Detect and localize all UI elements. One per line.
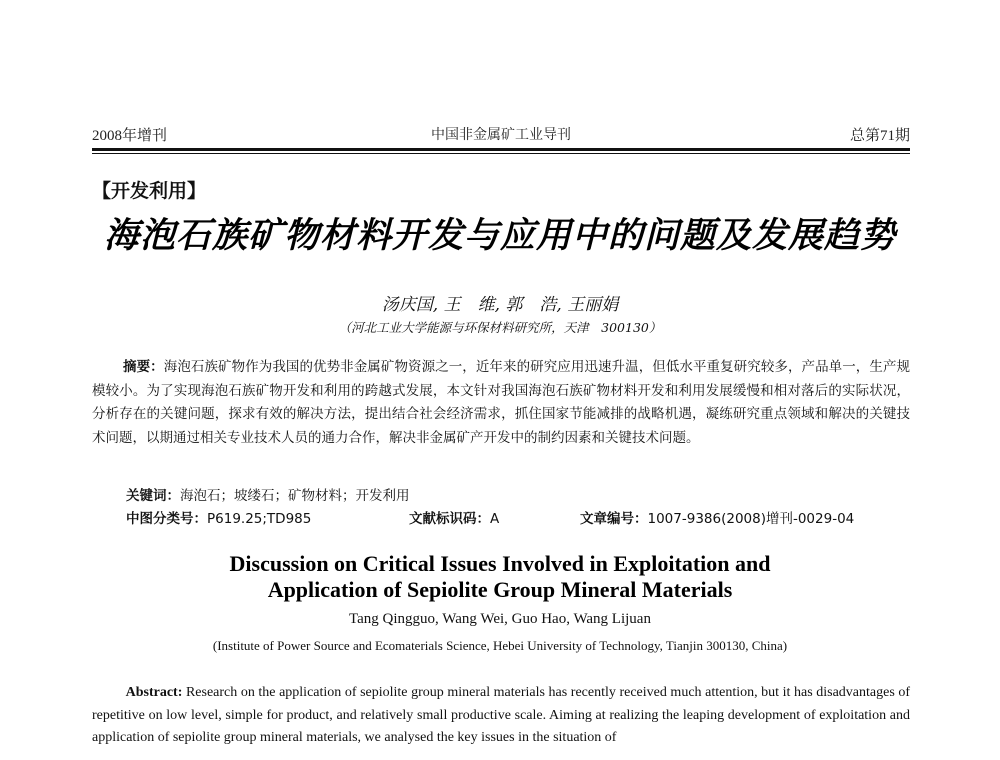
english-abstract — [92, 682, 910, 750]
english-authors: Tang Qingguo, Wang Wei, Guo Hao, Wang Lijuan — [349, 611, 651, 627]
clc-label: 中图分类号： — [126, 511, 207, 527]
english-title-line-1: Discussion on Critical Issues Involved in Exploitation and — [229, 551, 771, 576]
english-title-line-2: Application of Sepiolite Group Mineral Materials — [267, 577, 733, 602]
english-abstract-label: Abstract: — [125, 685, 183, 700]
chinese-abstract-label: 摘要： — [123, 359, 164, 375]
chinese-abstract — [92, 356, 910, 450]
english-affiliation: (Institute of Power Source and Ecomaterials Science, Hebei University of Technology, Tianjin 300130, China) — [212, 638, 788, 653]
document-code-label: 文献标识码： — [409, 511, 490, 527]
header-journal-name: 中国非金属矿工业导刊 — [431, 127, 571, 143]
chinese-keywords-text: 海泡石；坡缕石；矿物材料；开发利用 — [180, 488, 410, 504]
chinese-abstract-text: 海泡石族矿物作为我国的优势非金属矿物资源之一，近年来的研究应用迅速升温，但低水平重复研究较多，产品单一，生产规模较小。为了实现海泡石族矿物开发和利用的跨越式发展，本文针对我国海泡石族矿物材料开发和利用发展缓慢和相对落后的实际状况，分析存在的关键问题，探求有效的解决方法，提出结合社会经济需求，抓住国家节能减排的战略机遇，凝练研究重点领域和解决的关键技术问题，以期通过相关专业技术人员的通力合作，解决非金属矿产开发中的制约因素和关键技术问题。 — [92, 359, 911, 446]
document-code-value: A — [490, 511, 500, 527]
english-title — [0, 551, 1000, 603]
clc-value: P619.25;TD985 — [207, 511, 312, 527]
section-tag: 【开发利用】 — [92, 180, 207, 202]
chinese-title: 海泡石族矿物材料开发与应用中的问题及发展趋势 — [103, 215, 896, 256]
header-rule-thick — [92, 148, 910, 151]
header-issue: 2008年增刊 — [92, 128, 168, 144]
header-total-issue: 总第71期 — [849, 128, 910, 144]
chinese-keywords-label: 关键词： — [126, 488, 180, 504]
running-header — [92, 124, 910, 148]
document-code — [409, 507, 499, 527]
chinese-affiliation: （河北工业大学能源与环保材料研究所，天津 300130） — [338, 320, 662, 335]
clc-number — [126, 507, 311, 527]
header-rule-thin — [92, 153, 910, 154]
article-number-value: 1007-9386(2008)增刊-0029-04 — [647, 511, 855, 527]
chinese-keywords — [126, 484, 410, 504]
article-number — [580, 507, 854, 527]
article-number-label: 文章编号： — [580, 511, 648, 527]
chinese-authors: 汤庆国, 王 维, 郭 浩, 王丽娟 — [381, 295, 619, 315]
english-abstract-text: Research on the application of sepiolite group mineral materials has recently received much attention, but it has disadvantages of repetitive on low level, simple for product, and relatively small productive scale. Aiming at realizing the leaping development of exploitation and application of sepiolite group mineral materials, we analysed the key issues in the situation of — [92, 685, 911, 745]
